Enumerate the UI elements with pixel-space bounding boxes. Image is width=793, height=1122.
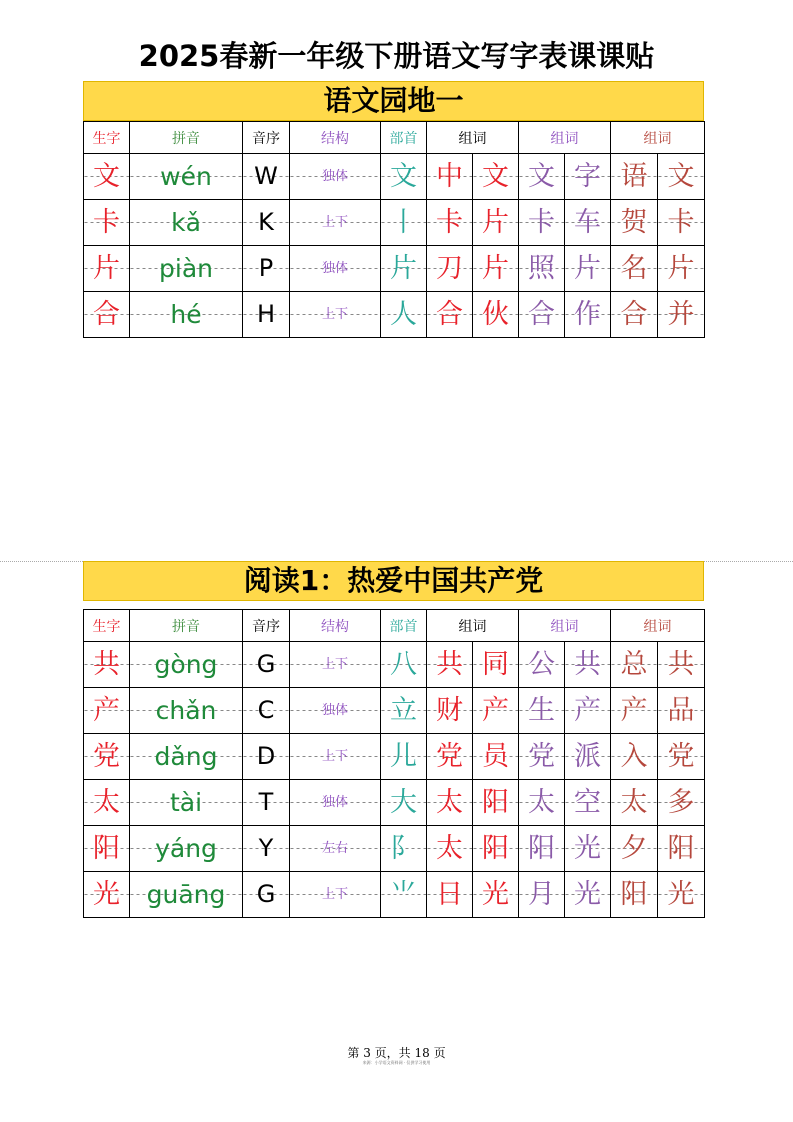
structure: 左右 xyxy=(290,826,381,872)
word1-char1: 卡 xyxy=(427,200,473,246)
new-char: 文 xyxy=(84,154,130,200)
new-char: 光 xyxy=(84,872,130,918)
word2-char1: 合 xyxy=(519,292,565,338)
word3-char1: 名 xyxy=(611,246,658,292)
word2-char1: 党 xyxy=(519,734,565,780)
word1-char2: 伙 xyxy=(473,292,519,338)
pinyin: gòng xyxy=(130,642,243,688)
char-table xyxy=(83,609,705,918)
structure: 上下 xyxy=(290,872,381,918)
word2-char1: 文 xyxy=(519,154,565,200)
table-row xyxy=(84,246,705,292)
new-char: 共 xyxy=(84,642,130,688)
col-header-words-1: 组词 xyxy=(427,122,519,154)
word3-char2: 片 xyxy=(658,246,705,292)
col-header-pinyin: 拼音 xyxy=(130,610,243,642)
word3-char1: 产 xyxy=(611,688,658,734)
word1-char1: 太 xyxy=(427,780,473,826)
radical: 阝 xyxy=(381,826,427,872)
table-row xyxy=(84,688,705,734)
word1-char2: 阳 xyxy=(473,780,519,826)
word2-char2: 光 xyxy=(565,872,611,918)
word1-char2: 片 xyxy=(473,200,519,246)
order-letter: Y xyxy=(243,826,290,872)
new-char: 党 xyxy=(84,734,130,780)
word3-char1: 贺 xyxy=(611,200,658,246)
word2-char2: 空 xyxy=(565,780,611,826)
footer-note: 来源：小学语文资料网 · 仅供学习使用 xyxy=(362,1060,431,1065)
structure: 上下 xyxy=(290,200,381,246)
word1-char1: 共 xyxy=(427,642,473,688)
col-header-radical: 部首 xyxy=(381,610,427,642)
word2-char2: 派 xyxy=(565,734,611,780)
new-char: 卡 xyxy=(84,200,130,246)
pinyin: tài xyxy=(130,780,243,826)
word1-char1: 太 xyxy=(427,826,473,872)
table-row xyxy=(84,642,705,688)
word2-char1: 卡 xyxy=(519,200,565,246)
radical: ⺌ xyxy=(381,872,427,918)
word3-char1: 夕 xyxy=(611,826,658,872)
order-letter: G xyxy=(243,872,290,918)
radical: 儿 xyxy=(381,734,427,780)
new-char: 太 xyxy=(84,780,130,826)
word2-char1: 公 xyxy=(519,642,565,688)
col-header-structure: 结构 xyxy=(290,122,381,154)
structure: 上下 xyxy=(290,292,381,338)
col-header-radical: 部首 xyxy=(381,122,427,154)
new-char: 阳 xyxy=(84,826,130,872)
word1-char2: 员 xyxy=(473,734,519,780)
word3-char2: 党 xyxy=(658,734,705,780)
word2-char2: 光 xyxy=(565,826,611,872)
word1-char2: 文 xyxy=(473,154,519,200)
table-header xyxy=(84,122,705,154)
page-title: 2025春新一年级下册语文写字表课课贴 xyxy=(138,39,655,73)
word1-char1: 财 xyxy=(427,688,473,734)
word3-char1: 语 xyxy=(611,154,658,200)
char-table xyxy=(83,121,705,338)
col-header-char: 生字 xyxy=(84,122,130,154)
word2-char1: 太 xyxy=(519,780,565,826)
word2-char1: 照 xyxy=(519,246,565,292)
word2-char2: 车 xyxy=(565,200,611,246)
pinyin: yáng xyxy=(130,826,243,872)
table-header xyxy=(84,610,705,642)
col-header-words-3: 组词 xyxy=(611,122,705,154)
word3-char2: 多 xyxy=(658,780,705,826)
table-row xyxy=(84,200,705,246)
new-char: 产 xyxy=(84,688,130,734)
col-header-char: 生字 xyxy=(84,610,130,642)
order-letter: D xyxy=(243,734,290,780)
pinyin: guāng xyxy=(130,872,243,918)
order-letter: C xyxy=(243,688,290,734)
col-header-words-3: 组词 xyxy=(611,610,705,642)
table-row xyxy=(84,780,705,826)
pinyin: piàn xyxy=(130,246,243,292)
order-letter: K xyxy=(243,200,290,246)
col-header-pinyin: 拼音 xyxy=(130,122,243,154)
structure: 上下 xyxy=(290,734,381,780)
section-banner: 语文园地一 xyxy=(83,81,704,121)
radical: 丨 xyxy=(381,200,427,246)
word1-char2: 同 xyxy=(473,642,519,688)
word3-char2: 文 xyxy=(658,154,705,200)
structure: 独体 xyxy=(290,154,381,200)
order-letter: P xyxy=(243,246,290,292)
word3-char2: 卡 xyxy=(658,200,705,246)
structure: 独体 xyxy=(290,688,381,734)
radical: 大 xyxy=(381,780,427,826)
word3-char1: 总 xyxy=(611,642,658,688)
col-header-words-1: 组词 xyxy=(427,610,519,642)
word1-char1: 党 xyxy=(427,734,473,780)
word1-char1: 日 xyxy=(427,872,473,918)
word1-char2: 光 xyxy=(473,872,519,918)
pinyin: kǎ xyxy=(130,200,243,246)
word2-char2: 字 xyxy=(565,154,611,200)
radical: 八 xyxy=(381,642,427,688)
word2-char1: 月 xyxy=(519,872,565,918)
word2-char1: 阳 xyxy=(519,826,565,872)
word1-char2: 阳 xyxy=(473,826,519,872)
structure: 上下 xyxy=(290,642,381,688)
word1-char1: 中 xyxy=(427,154,473,200)
word3-char2: 共 xyxy=(658,642,705,688)
word2-char2: 产 xyxy=(565,688,611,734)
word2-char2: 片 xyxy=(565,246,611,292)
section-banner: 阅读1：热爱中国共产党 xyxy=(83,561,704,601)
order-letter: H xyxy=(243,292,290,338)
table-row xyxy=(84,872,705,918)
new-char: 合 xyxy=(84,292,130,338)
word3-char2: 品 xyxy=(658,688,705,734)
structure: 独体 xyxy=(290,246,381,292)
radical: 文 xyxy=(381,154,427,200)
table-row xyxy=(84,154,705,200)
structure: 独体 xyxy=(290,780,381,826)
order-letter: G xyxy=(243,642,290,688)
word3-char1: 阳 xyxy=(611,872,658,918)
word3-char1: 入 xyxy=(611,734,658,780)
pinyin: wén xyxy=(130,154,243,200)
order-letter: T xyxy=(243,780,290,826)
word3-char1: 合 xyxy=(611,292,658,338)
table-row xyxy=(84,826,705,872)
word2-char2: 作 xyxy=(565,292,611,338)
radical: 立 xyxy=(381,688,427,734)
col-header-structure: 结构 xyxy=(290,610,381,642)
word2-char1: 生 xyxy=(519,688,565,734)
word1-char2: 产 xyxy=(473,688,519,734)
page-number: 第 3 页，共 18 页 xyxy=(347,1046,446,1060)
word3-char2: 光 xyxy=(658,872,705,918)
col-header-order: 音序 xyxy=(243,122,290,154)
word3-char1: 太 xyxy=(611,780,658,826)
order-letter: W xyxy=(243,154,290,200)
section-reading-1 xyxy=(83,561,704,918)
pinyin: dǎng xyxy=(130,734,243,780)
col-header-order: 音序 xyxy=(243,610,290,642)
table-row xyxy=(84,292,705,338)
word2-char2: 共 xyxy=(565,642,611,688)
radical: 片 xyxy=(381,246,427,292)
section-yuwenyuandi xyxy=(83,81,704,338)
word3-char2: 并 xyxy=(658,292,705,338)
col-header-words-2: 组词 xyxy=(519,610,611,642)
word3-char2: 阳 xyxy=(658,826,705,872)
col-header-words-2: 组词 xyxy=(519,122,611,154)
new-char: 片 xyxy=(84,246,130,292)
radical: 人 xyxy=(381,292,427,338)
word1-char1: 合 xyxy=(427,292,473,338)
word1-char2: 片 xyxy=(473,246,519,292)
table-row xyxy=(84,734,705,780)
word1-char1: 刀 xyxy=(427,246,473,292)
pinyin: chǎn xyxy=(130,688,243,734)
pinyin: hé xyxy=(130,292,243,338)
